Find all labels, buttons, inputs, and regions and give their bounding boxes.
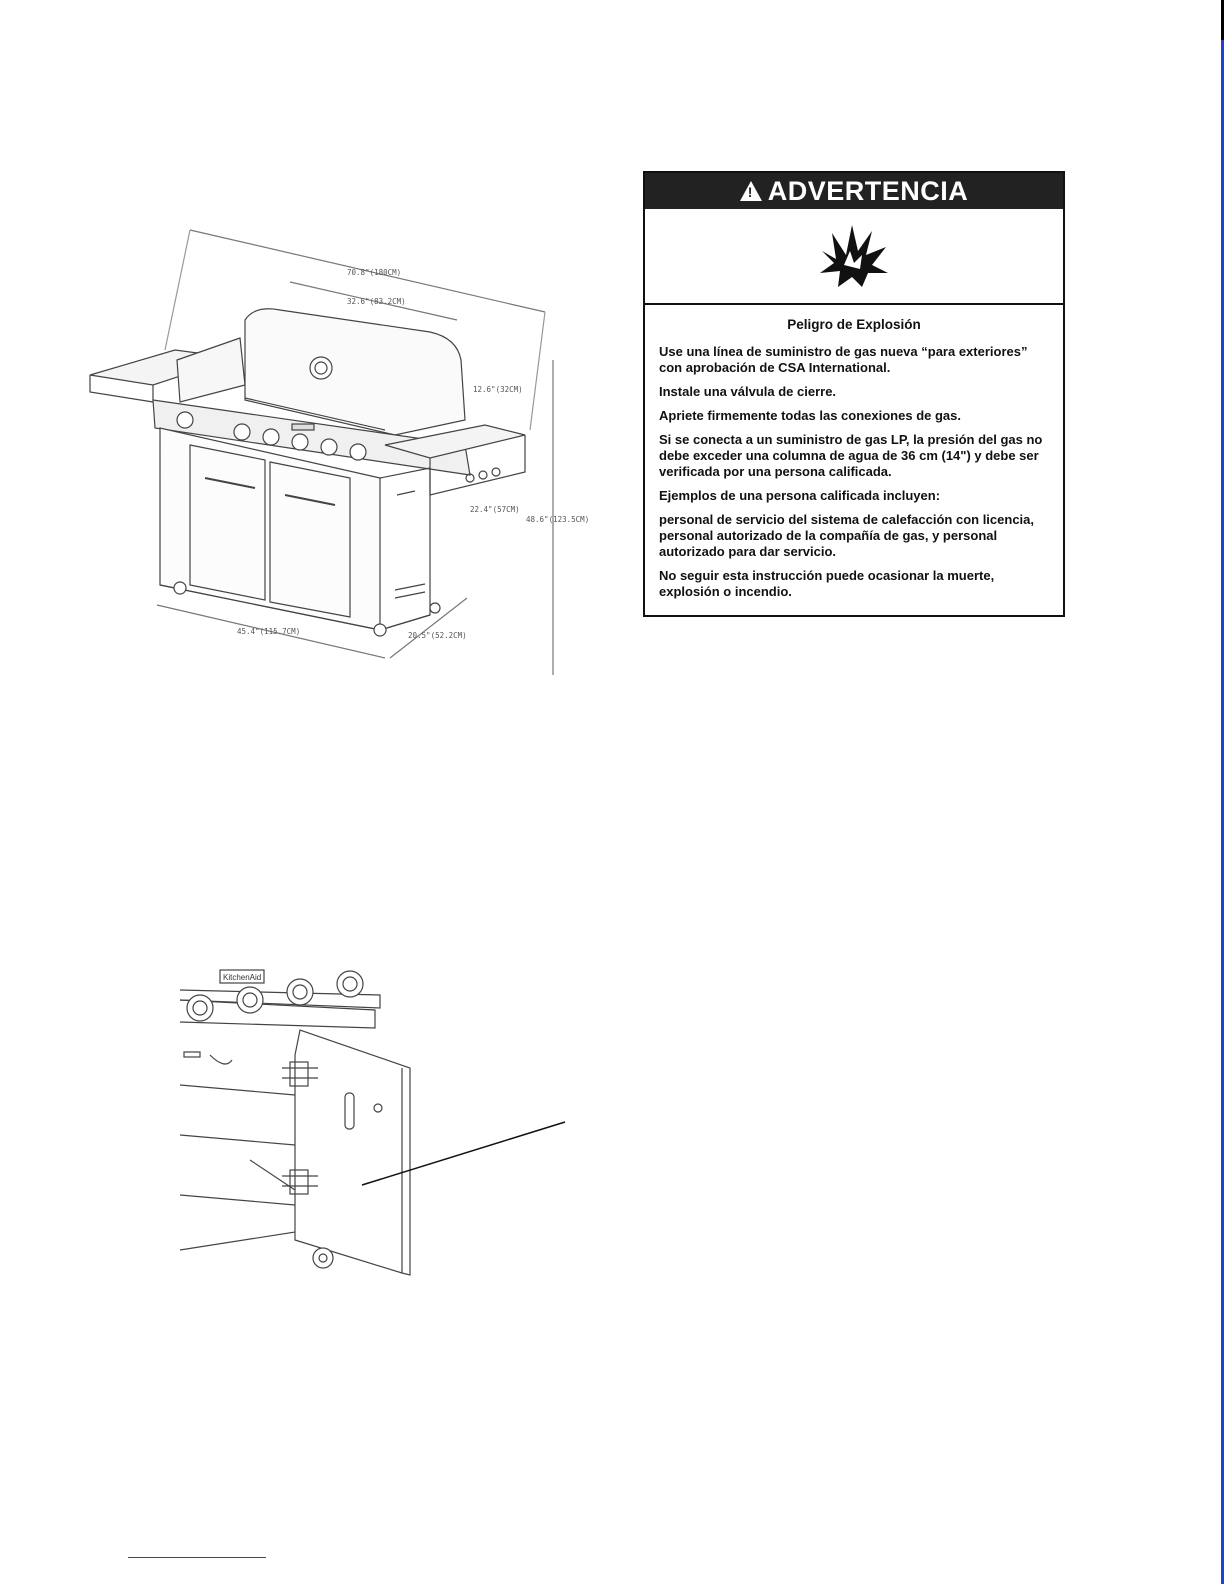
dim-cart-depth: 22.4"(57CM) xyxy=(470,505,520,514)
dim-base-width: 45.4"(115.7CM) xyxy=(237,627,301,636)
dim-overall-width: 70.8"(180CM) xyxy=(347,268,402,277)
warning-header-text: ADVERTENCIA xyxy=(767,175,969,206)
dim-hood-width: 32.6"(83.2CM) xyxy=(347,297,406,306)
warning-paragraph: Apriete firmemente todas las conexiones de gas. xyxy=(659,408,961,423)
cabinet-brand-label: KitchenAid xyxy=(223,973,262,982)
cabinet-door-diagram xyxy=(170,960,590,1300)
dim-height: 48.6"(123.5CM) xyxy=(526,515,590,524)
warning-paragraph: Ejemplos de una persona calificada incluyen: xyxy=(659,488,941,503)
footer-rule xyxy=(128,1557,266,1558)
warning-label xyxy=(643,171,1065,617)
warning-title: Peligro de Explosión xyxy=(787,317,921,332)
dim-side-depth: 12.6"(32CM) xyxy=(473,385,523,394)
warning-paragraph: No seguir esta instrucción puede ocasionar la muerte, explosión o incendio. xyxy=(659,568,995,599)
warning-triangle-icon xyxy=(740,181,762,201)
grill-dimension-diagram xyxy=(85,220,605,690)
dim-base-depth: 20.5"(52.2CM) xyxy=(408,631,467,640)
warning-paragraph: Instale una válvula de cierre. xyxy=(659,384,837,399)
warning-paragraph: personal de servicio del sistema de calefacción con licencia, personal autorizado de la compañía de gas, y personal autorizado para dar servicio. xyxy=(659,512,1035,559)
warning-header xyxy=(645,173,1063,209)
warning-paragraph: Si se conecta a un suministro de gas LP, la presión del gas no debe exceder una columna de agua de 36 cm (14") y debe ser verificada por una persona calificada. xyxy=(659,432,1043,479)
warning-paragraph: Use una línea de suministro de gas nueva “para exteriores” con aprobación de CSA International. xyxy=(659,344,1028,375)
explosion-icon xyxy=(645,209,1063,305)
